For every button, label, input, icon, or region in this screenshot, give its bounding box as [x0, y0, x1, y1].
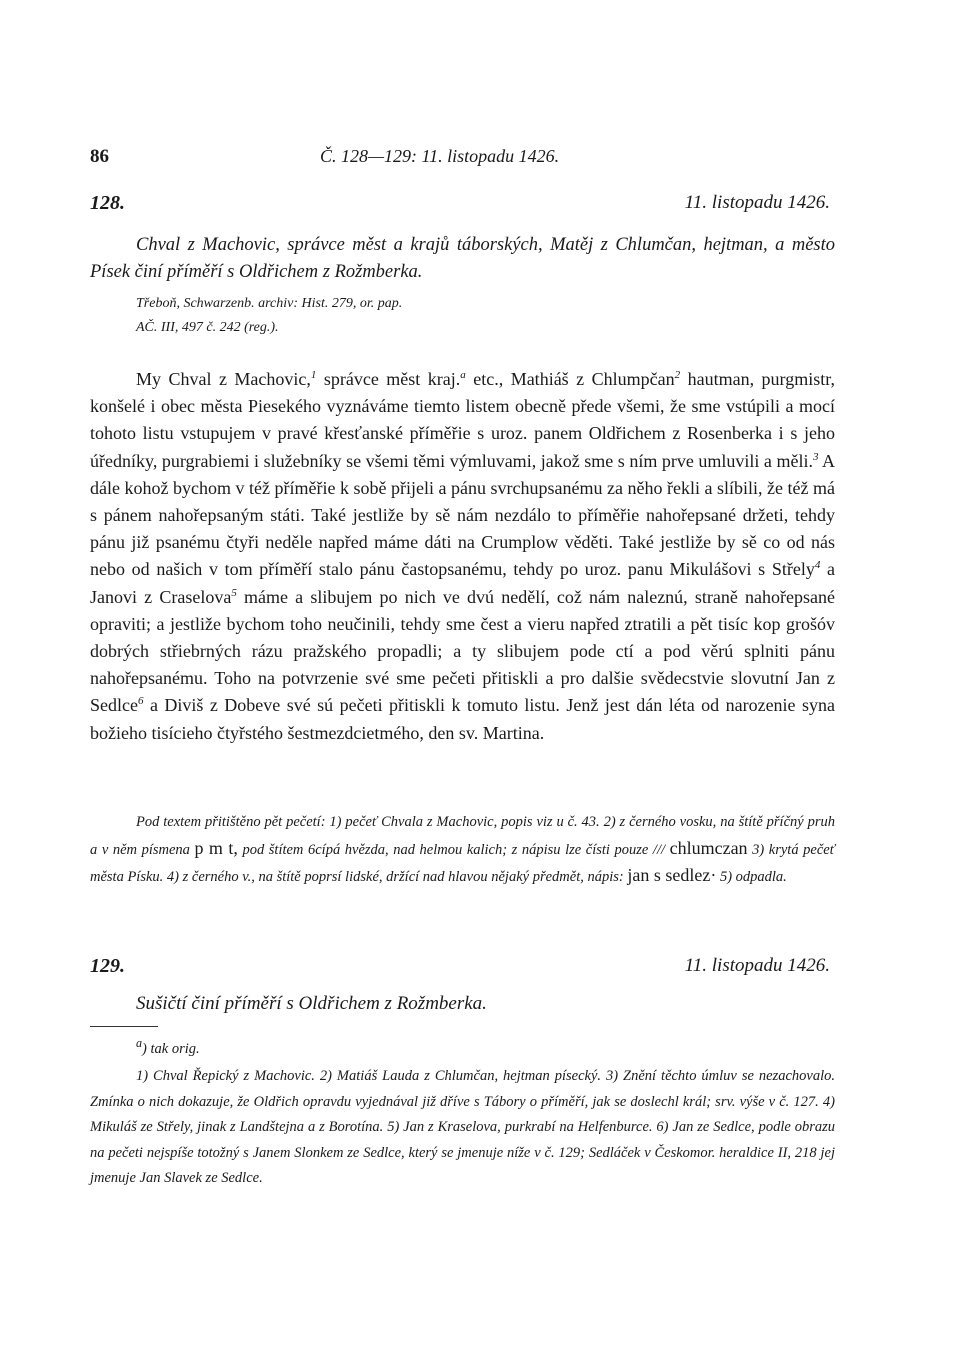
text-segment: My Chval z Machovic, [136, 369, 311, 389]
textnote-text: ) tak orig. [142, 1040, 200, 1057]
footnote-divider [90, 1026, 158, 1027]
textnote-ref: a [460, 369, 466, 381]
page-number: 86 [90, 146, 109, 167]
text-segment: a Janovi z Craselova [90, 559, 835, 607]
footnote-ref: 4 [814, 559, 821, 572]
text-segment: a Diviš z Dobeve své sú pečeti přitiskli k tomuto listu. Jenž jest dán léta od narozenie syna božieho tisícieho čtyřstého šestmezdcietmého, den sv. Martina. [90, 695, 835, 743]
document-number: 129. [90, 955, 125, 977]
footnote-ref: 3 [812, 450, 819, 463]
footnote-ref: 2 [674, 369, 681, 381]
seal-inscription: chlumczan [669, 837, 748, 858]
footnote-ref: 6 [137, 695, 144, 708]
document-text [90, 366, 835, 747]
footnotes: 1) Chval Řepický z Machovic. 2) Matiáš Lauda z Chlumčan, hejtman písecký. 3) Znění těchto úmluv se nezachovalo. Zmínka o nich dokazuje, že Oldřich opravdu vyjednával již dříve s Tábory o příměří, jak se doslechl král; srv. výše v č. 127. 4) Mikuláš ze Střely, jinak z Landštejna a z Borotína. 5) Jan z Kraselova, purkrabí na Helfenburce. 6) Jan ze Sedlce, podle obrazu na pečeti nejspíše totožný s Janem Slonkem ze Sedlce, který se jmenuje níže v č. 129; Sedláček v Českomor. heraldice II, 218 jej jmenuje Jan Slavek ze Sedlce. [90, 1068, 835, 1186]
text-segment: etc., Mathiáš z Chlumpčan [465, 369, 675, 389]
textnote-mark: a [136, 1036, 143, 1050]
textnote [136, 1036, 200, 1058]
source-line: Třeboň, Schwarzenb. archiv: Hist. 279, or. pap. [136, 296, 403, 311]
text-segment: máme a slibujem po nich ve dvú nedělí, což nám naleznú, straně nahořepsané opraviti; a jestliže bychom toho neučinili, tehdy sme čest a vieru napřed ztratili a pět tisíc kop grošóv dobrých střiebrných rázu pražského propadli; a ty slibujem pode ctí a pod věrú splniti pánu nahořepsanému. Toho na potvrzenie své sme pečeti přitiskli a pro dalšie svědecstvie slovutní Jan z Sedlce [90, 586, 835, 716]
document-date: 11. listopadu 1426. [684, 192, 830, 213]
footnote-ref: 5 [231, 586, 237, 599]
document-summary: Chval z Machovic, správce měst a krajů táborských, Matěj z Chlumčan, hejtman, a město Písek činí příměří s Oldřichem z Rožmberka. [90, 235, 835, 282]
edition-line: AČ. III, 497 č. 242 (reg.). [136, 320, 279, 335]
running-head: Č. 128—129: 11. listopadu 1426. [320, 146, 560, 166]
seal-text: 3) krytá pečeť města Písku. 4) z černého v., na štítě poprsí lidské, držící nad hlavou nějaký předmět, nápis: [90, 841, 835, 885]
document-summary: Sušičtí činí příměří s Oldřichem z Rožmberka. [136, 993, 487, 1014]
seal-text: pod štítem 6cípá hvězda, nad helmou kalich; z nápisu lze čísti pouze /// [237, 841, 670, 858]
document-number: 128. [90, 192, 125, 214]
seal-text: 5) odpadla. [716, 869, 787, 885]
footnote-ref: 1 [310, 369, 317, 381]
seal-text: Pod textem přitištěno pět pečetí: 1) pečeť Chvala z Machovic, popis viz u č. 43. 2) z černého vosku, na štítě příčný pruh a v něm písmena [90, 814, 835, 858]
text-segment: správce měst kraj. [316, 369, 461, 389]
document-date: 11. listopadu 1426. [684, 955, 830, 976]
seal-description [90, 810, 835, 891]
text-segment: hautman, purgmistr, konšelé i obec města Piesekého vyznáváme tiemto listem obecně přede všemi, že sme vstúpili a mocí tohoto listu vstupujem v pravé křesťanské příměřie s uroz. panem Oldřichem z Rosenberka i s jeho úředníky, purgrabiemi i služebníky se všemi těmi výmluvami, jakož sme s ním prve umluvili a měli. [90, 369, 835, 471]
seal-inscription: jan s sedlez· [627, 865, 717, 885]
text-segment: A dále kohož bychom v též příměřie k sobě přijeli a pánu svrchupsanému za něho řekli a slíbili, že též má s pánem nahořepsaným státi. Také jestliže by sě nám nezdálo to příměřie nahořepsané držeti, tehdy pánu již psanému čtyři neděle napřed máme dáti na Crumplow věděti. Také jestliže by sě co od nás nebo od našich v tom příměří stalo pánu častopsanému, tehdy po uroz. panu Mikulášovi s Střely [90, 450, 835, 580]
seal-inscription: p m t, [194, 837, 238, 858]
